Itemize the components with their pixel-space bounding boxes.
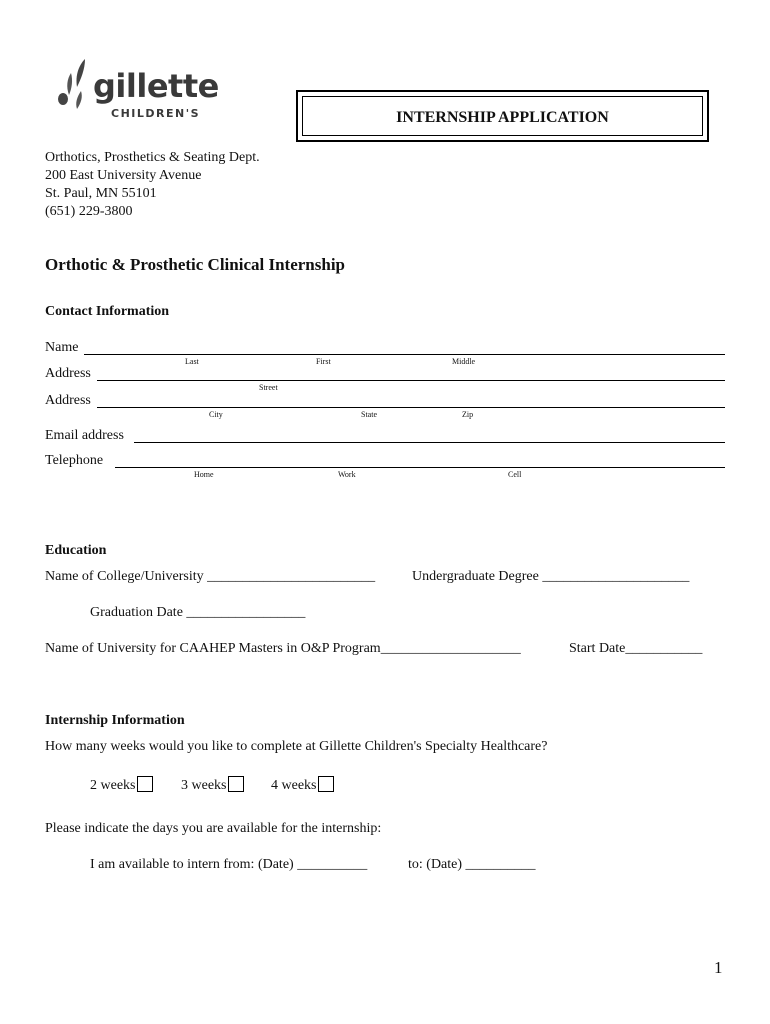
name-field[interactable] xyxy=(84,354,725,355)
address2-field[interactable] xyxy=(97,407,725,408)
cell-label: Cell xyxy=(508,470,522,479)
from-date-field[interactable]: I am available to intern from: (Date) __________ xyxy=(90,857,368,872)
home-label: Home xyxy=(194,470,214,479)
email-field[interactable] xyxy=(134,442,725,443)
street-label: Street xyxy=(259,383,278,392)
dept-line: Orthotics, Prosthetics & Seating Dept. xyxy=(45,150,260,165)
state-label: State xyxy=(361,410,377,419)
week-option-3-label: 3 weeks xyxy=(181,778,227,793)
title-box xyxy=(296,90,709,142)
gillette-logo xyxy=(55,57,219,127)
week-option-3[interactable] xyxy=(181,776,244,794)
week-option-2[interactable] xyxy=(90,776,153,794)
main-heading: Orthotic & Prosthetic Clinical Internship xyxy=(45,255,345,274)
phone-line: (651) 229-3800 xyxy=(45,204,133,219)
internship-heading: Internship Information xyxy=(45,713,185,728)
telephone-field[interactable] xyxy=(115,467,725,468)
street-line: 200 East University Avenue xyxy=(45,168,202,183)
city-line: St. Paul, MN 55101 xyxy=(45,186,157,201)
week-3-checkbox[interactable] xyxy=(228,776,244,792)
college-field[interactable]: Name of College/University ________________________ xyxy=(45,569,376,584)
address2-label: Address xyxy=(45,393,91,408)
city-label: City xyxy=(209,410,223,419)
logo-brand: gillette xyxy=(93,67,219,105)
logo-subtitle: CHILDREN'S xyxy=(111,107,200,120)
work-label: Work xyxy=(338,470,356,479)
start-date-field[interactable]: Start Date___________ xyxy=(569,641,703,656)
weeks-question: How many weeks would you like to complete at Gillette Children's Specialty Healthcare? xyxy=(45,739,548,754)
graduation-field[interactable]: Graduation Date _________________ xyxy=(90,605,306,620)
name-first-label: First xyxy=(316,357,331,366)
page-number: 1 xyxy=(714,958,723,977)
contact-heading: Contact Information xyxy=(45,304,170,319)
to-date-field[interactable]: to: (Date) __________ xyxy=(408,857,536,872)
caahep-field[interactable]: Name of University for CAAHEP Masters in O&P Program____________________ xyxy=(45,641,521,656)
week-option-4[interactable] xyxy=(271,776,334,794)
email-label: Email address xyxy=(45,428,124,443)
page-title: INTERNSHIP APPLICATION xyxy=(396,109,609,126)
address1-field[interactable] xyxy=(97,380,725,381)
week-option-2-label: 2 weeks xyxy=(90,778,136,793)
zip-label: Zip xyxy=(462,410,474,419)
days-question: Please indicate the days you are available for the internship: xyxy=(45,821,382,836)
week-2-checkbox[interactable] xyxy=(137,776,153,792)
telephone-label: Telephone xyxy=(45,453,104,468)
address1-label: Address xyxy=(45,366,91,381)
name-middle-label: Middle xyxy=(452,357,476,366)
week-4-checkbox[interactable] xyxy=(318,776,334,792)
education-heading: Education xyxy=(45,543,107,558)
name-label: Name xyxy=(45,340,79,355)
degree-field[interactable]: Undergraduate Degree _____________________ xyxy=(412,569,690,584)
week-option-4-label: 4 weeks xyxy=(271,778,317,793)
name-last-label: Last xyxy=(185,357,199,366)
